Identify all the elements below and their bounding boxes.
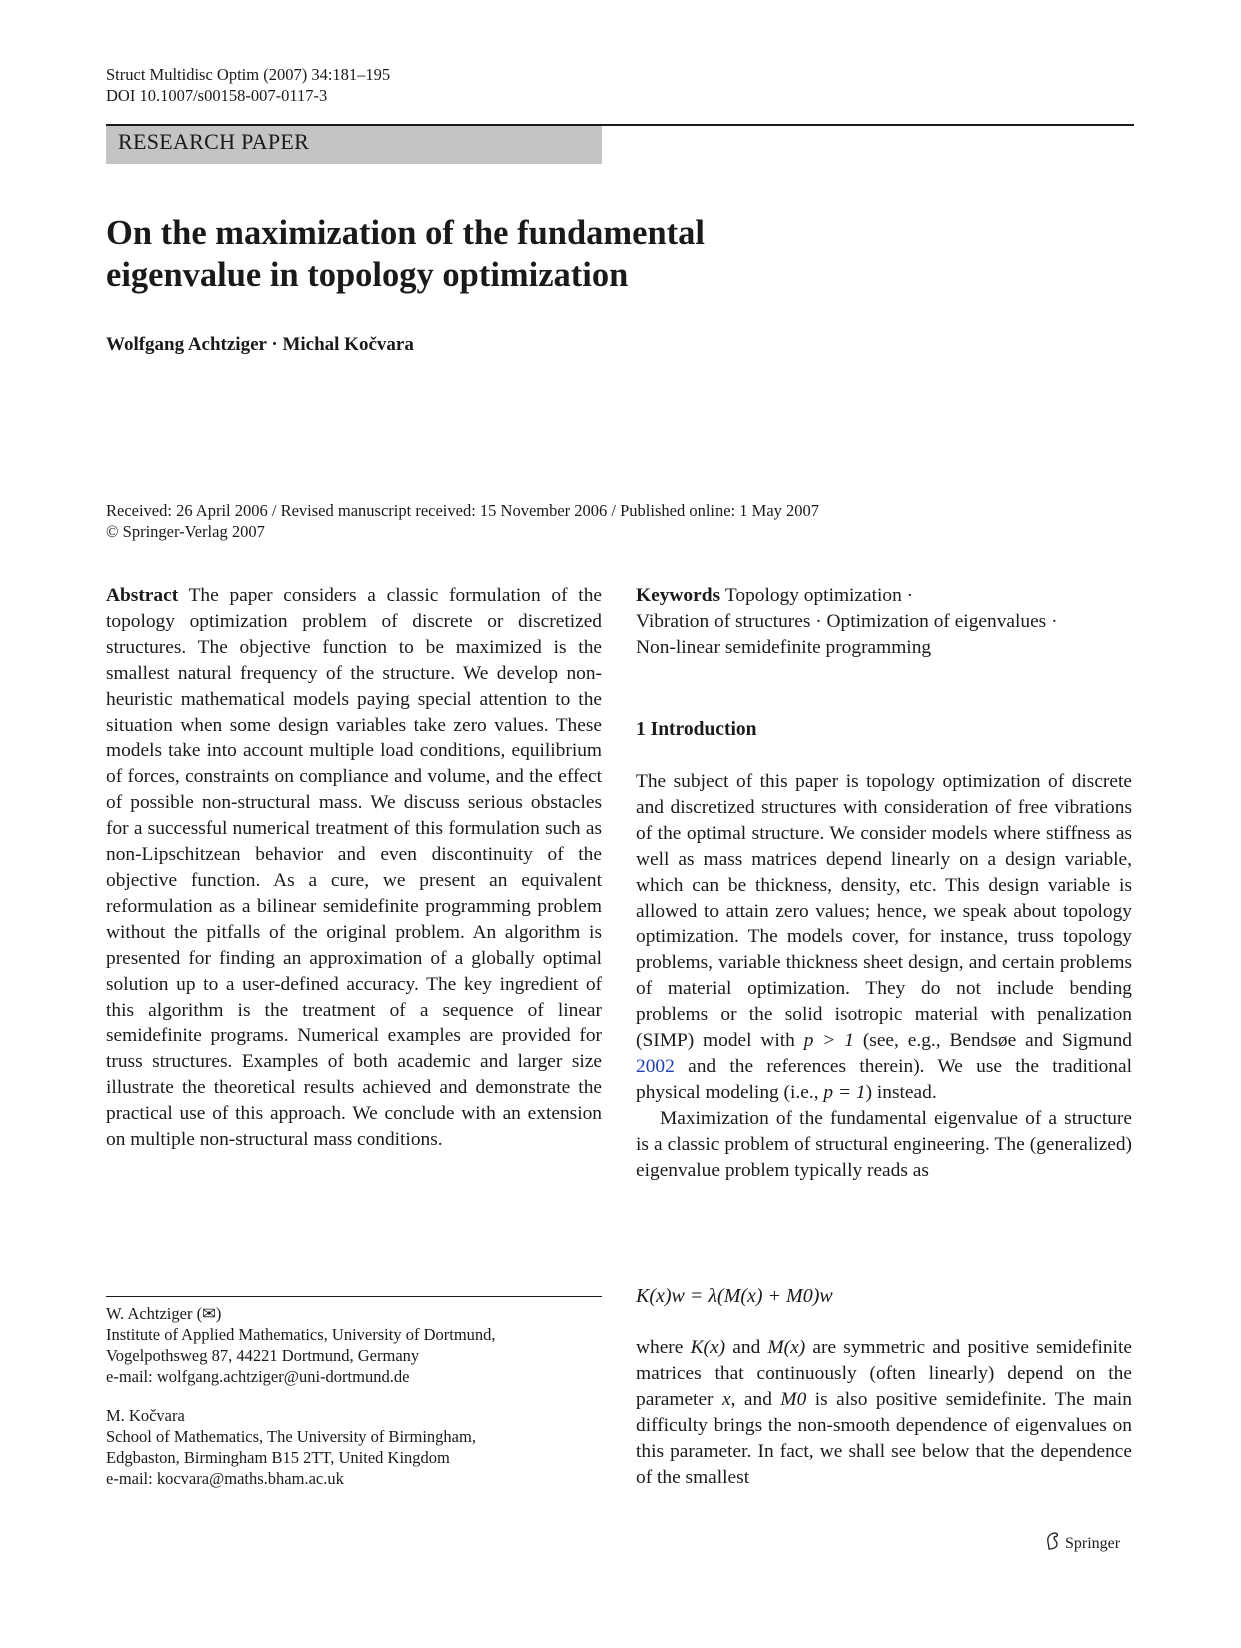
authors: Wolfgang Achtziger · Michal Kočvara [106,334,414,355]
abstract [106,583,602,1153]
springer-horse-icon [1045,1532,1061,1555]
section-tag: RESEARCH PAPER [106,126,602,164]
intro-paragraph-1: The subject of this paper is topology optimization of discrete and discretized structures with consideration of free vibrations of the optimal structure. We consider models where stiffness as well as mass matrices depend linearly on a design variable, which can be thickness, density, etc. This design variable is allowed to attain zero values; hence, we speak about topology optimization. The models cover, for instance, truss topology problems, variable thickness sheet design, and certain problems of material optimization. They do not include bending problems or the solid isotropic material with penalization (SIMP) model with p > 1 (see, e.g., Bendsøe and Sigmund 2002 and the references therein). We use the traditional physical modeling (i.e., p = 1) instead. [636,771,1132,1103]
keyword-line-1: Topology optimization · [724,585,914,606]
publisher-logo [1045,1532,1120,1555]
footnote-rule [106,1296,602,1297]
affil-address: Edgbaston, Birmingham B15 2TT, United Kingdom [106,1448,450,1467]
affil-name: M. Kočvara [106,1406,185,1425]
keyword-line-3: Non-linear semidefinite programming [636,636,932,658]
title-line-2: eigenvalue in topology optimization [106,256,629,294]
citation-link[interactable]: 2002 [636,1055,675,1077]
affil-email[interactable]: e-mail: wolfgang.achtziger@uni-dortmund.de [106,1367,410,1386]
doi: DOI 10.1007/s00158-007-0117-3 [106,86,328,105]
affil-address: Vogelpothsweg 87, 44221 Dortmund, Germany [106,1346,420,1365]
keywords [636,583,1132,661]
publication-dates [106,500,819,542]
dates-line: Received: 26 April 2006 / Revised manuscript received: 15 November 2006 / Published online: 1 May 2007 [106,501,820,520]
intro-paragraph-2: Maximization of the fundamental eigenvalue of a structure is a classic problem of structural engineering. The (generalized) eigenvalue problem typically reads as [636,1107,1132,1181]
keywords-label: Keywords [636,585,721,606]
paper-title [106,212,866,296]
affil-institution: Institute of Applied Mathematics, University of Dortmund, [106,1325,496,1344]
eigenvalue-equation: K(x)w = λ(M(x) + M0)w [636,1285,833,1307]
section-heading-introduction: 1 Introduction [636,719,757,740]
abstract-text: The paper considers a classic formulation of the topology optimization problem of discrete or discretized structures. The objective function to be maximized is the smallest natural frequency of the structure. We develop non-heuristic mathematical models paying special attention to the situation when some design variables take zero values. These models take into account multiple load conditions, equilibrium of forces, constraints on compliance and volume, and the effect of possible non-structural mass. We discuss serious obstacles for a successful numerical treatment of this formulation such as non-Lipschitzean behavior and even discontinuity of the objective function. As a cure, we present an equivalent reformulation as a bilinear semidefinite programming problem without the pitfalls of the original problem. An algorithm is presented for finding an approximation of a globally optimal solution up to a user-defined accuracy. The key ingredient of this algorithm is the treatment of a sequence of linear semidefinite programs. Numerical examples are provided for truss structures. Examples of both academic and larger size illustrate the theoretical results achieved and demonstrate the practical use of this approach. We conclude with an extension on multiple non-structural mass conditions. [106,585,602,1151]
publisher-name: Springer [1065,1534,1121,1552]
abstract-label: Abstract [106,585,179,606]
affiliation-kocvara [106,1405,606,1489]
keyword-line-2: Vibration of structures · Optimization of eigenvalues · [636,610,1058,632]
affil-institution: School of Mathematics, The University of Birmingham, [106,1427,476,1446]
copyright-line: © Springer-Verlag 2007 [106,522,265,541]
introduction-body [636,769,1132,1184]
affil-email[interactable]: e-mail: kocvara@maths.bham.ac.uk [106,1469,344,1488]
journal-citation: Struct Multidisc Optim (2007) 34:181–195 [106,65,391,84]
affiliation-achtziger [106,1303,606,1387]
intro-paragraph-3: where K(x) and M(x) are symmetric and positive semidefinite matrices that continuously (often linearly) depend on the parameter x, and M0 is also positive semidefinite. The main difficulty brings the non-smooth dependence of eigenvalues on this parameter. In fact, we shall see below that the dependence of the smallest [636,1337,1132,1488]
affil-name: W. Achtziger (✉) [106,1304,222,1323]
title-line-1: On the maximization of the fundamental [106,214,705,252]
